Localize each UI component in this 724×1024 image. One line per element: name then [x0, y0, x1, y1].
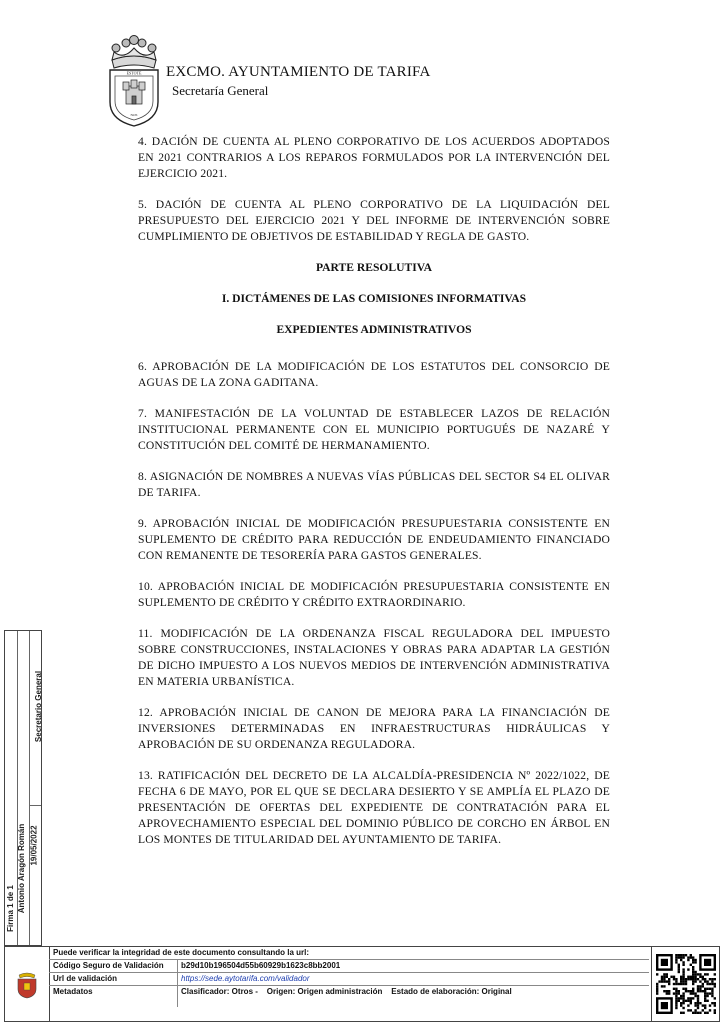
- agenda-item-11: 11. MODIFICACIÓN DE LA ORDENANZA FISCAL REGULADORA DEL IMPUESTO SOBRE CONSTRUCCIONES, INSTALACIONES Y OBRAS PARA ADAPTAR LA GESTIÓN DE DICHO IMPUESTO A LOS NUEVOS MEDIOS DE INTERVENCIÓN ADMINISTRATIVA EN MATERIA URBANÍSTICA.: [138, 627, 610, 688]
- table-divider: [177, 959, 178, 1007]
- csv-value: b29d10b196504d55b60929b1623c8bb2001: [181, 961, 341, 970]
- agenda-item-13: 13. RATIFICACIÓN DEL DECRETO DE LA ALCALDÍA-PRESIDENCIA Nº 2022/1022, DE FECHA 6 DE MAYO, POR EL QUE SE DECLARA DESIERTO Y SE AMPLÍA EL PLAZO DE PRESENTACIÓN DE OFERTAS DEL EXPEDIENTE DE CONTRATACIÓN PARA EL APROVECHAMIENTO ESPECIAL DEL DOMINIO PÚBLICO DE CORCHO EN ÁRBOL EN LOS MONTES DE TITULARIDAD DEL AYUNTAMIENTO DE TARIFA.: [138, 769, 610, 846]
- agenda-item-7: 7. MANIFESTACIÓN DE LA VOLUNTAD DE ESTABLECER LAZOS DE RELACIÓN INSTITUCIONAL PERMANENTE CON EL MUNICIPIO PORTUGUÉS DE NAZARÉ Y CONSTITUCIÓN DEL COMITÉ DE HERMANAMIENTO.: [138, 407, 610, 452]
- qr-code: [651, 947, 720, 1021]
- csv-label: Código Seguro de Validación: [53, 961, 164, 970]
- signature-count-column: [5, 631, 17, 945]
- footer-logo: [5, 947, 50, 1021]
- signature-role-column: [29, 631, 44, 805]
- metadata-row: [49, 986, 649, 998]
- metadata-label: Metadatos: [53, 987, 93, 996]
- coat-of-arms-small-icon: [16, 969, 38, 999]
- agenda-item-9: 9. APROBACIÓN INICIAL DE MODIFICACIÓN PRESUPUESTARIA CONSISTENTE EN SUPLEMENTO DE CRÉDITO PARA REDUCCIÓN DE ENDEUDAMIENTO FINANCIADO CON REMANENTE DE TESORERÍA PARA GASTOS GENERALES.: [138, 517, 610, 562]
- agenda-item-8: 8. ASIGNACIÓN DE NOMBRES A NUEVAS VÍAS PÚBLICAS DEL SECTOR S4 EL OLIVAR DE TARIFA.: [138, 470, 610, 499]
- url-row: [49, 973, 649, 986]
- signer-name: Antonio Aragón Román: [17, 823, 27, 913]
- signature-stamp: [4, 630, 42, 946]
- verify-text: Puede verificar la integridad de este documento consultando la url:: [53, 948, 310, 957]
- section-heading-parte-resolutiva: PARTE RESOLUTIVA: [315, 261, 433, 274]
- metadata-value: Clasificador: Otros - Origen: Origen administración Estado de elaboración: Original: [181, 987, 512, 996]
- csv-row: [49, 960, 649, 973]
- organization-name: EXCMO. AYUNTAMIENTO DE TARIFA: [166, 64, 431, 80]
- signer-role: Secretario General: [34, 670, 44, 742]
- validation-url-link[interactable]: https://sede.aytotarifa.com/validador: [181, 974, 310, 983]
- svg-text:ESTOTE: ESTOTE: [126, 70, 142, 76]
- signature-count: Firma 1 de 1: [5, 884, 15, 932]
- agenda-item-10: 10. APROBACIÓN INICIAL DE MODIFICACIÓN PRESUPUESTARIA CONSISTENTE EN SUPLEMENTO DE CRÉDITO Y CRÉDITO EXTRAORDINARIO.: [138, 580, 610, 609]
- signature-date: 19/05/2022: [29, 824, 39, 866]
- document-header: [104, 34, 524, 130]
- document-body: [138, 134, 610, 863]
- verify-row: [49, 947, 649, 960]
- signature-name-column: [17, 631, 29, 945]
- qr-code-icon: [656, 954, 716, 1014]
- coat-of-arms-logo: [104, 34, 164, 128]
- url-label: Url de validación: [53, 974, 118, 983]
- agenda-item-4: 4. DACIÓN DE CUENTA AL PLENO CORPORATIVO DE LOS ACUERDOS ADOPTADOS EN 2021 CONTRARIOS A LOS REPAROS FORMULADOS POR LA INTERVENCIÓN DEL EJERCICIO 2021.: [138, 135, 610, 180]
- agenda-item-6: 6. APROBACIÓN DE LA MODIFICACIÓN DE LOS ESTATUTOS DEL CONSORCIO DE AGUAS DE LA ZONA GADITANA.: [138, 360, 610, 389]
- signature-date-column: [29, 805, 41, 945]
- agenda-item-5: 5. DACIÓN DE CUENTA AL PLENO CORPORATIVO DE LA LIQUIDACIÓN DEL PRESUPUESTO DEL EJERCICIO 2021 Y DEL INFORME DE INTERVENCIÓN SOBRE CUMPLIMIENTO DE OBJETIVOS DE ESTABILIDAD Y REGLA DE GASTO.: [138, 198, 610, 243]
- agenda-item-12: 12. APROBACIÓN INICIAL DE CANON DE MEJORA PARA LA FINANCIACIÓN DE INVERSIONES DETERMINADAS EN INFRAESTRUCTURAS HIDRÁULICAS Y APROBACIÓN DE SU ORDENANZA REGULADORA.: [138, 706, 610, 751]
- section-heading-expedientes: EXPEDIENTES ADMINISTRATIVOS: [276, 323, 472, 336]
- organization-department: Secretaría General: [172, 83, 269, 98]
- validation-footer: [4, 946, 720, 1022]
- section-heading-dictamenes: I. DICTÁMENES DE LAS COMISIONES INFORMATIVAS: [221, 292, 527, 305]
- svg-text:NOS: NOS: [130, 113, 138, 117]
